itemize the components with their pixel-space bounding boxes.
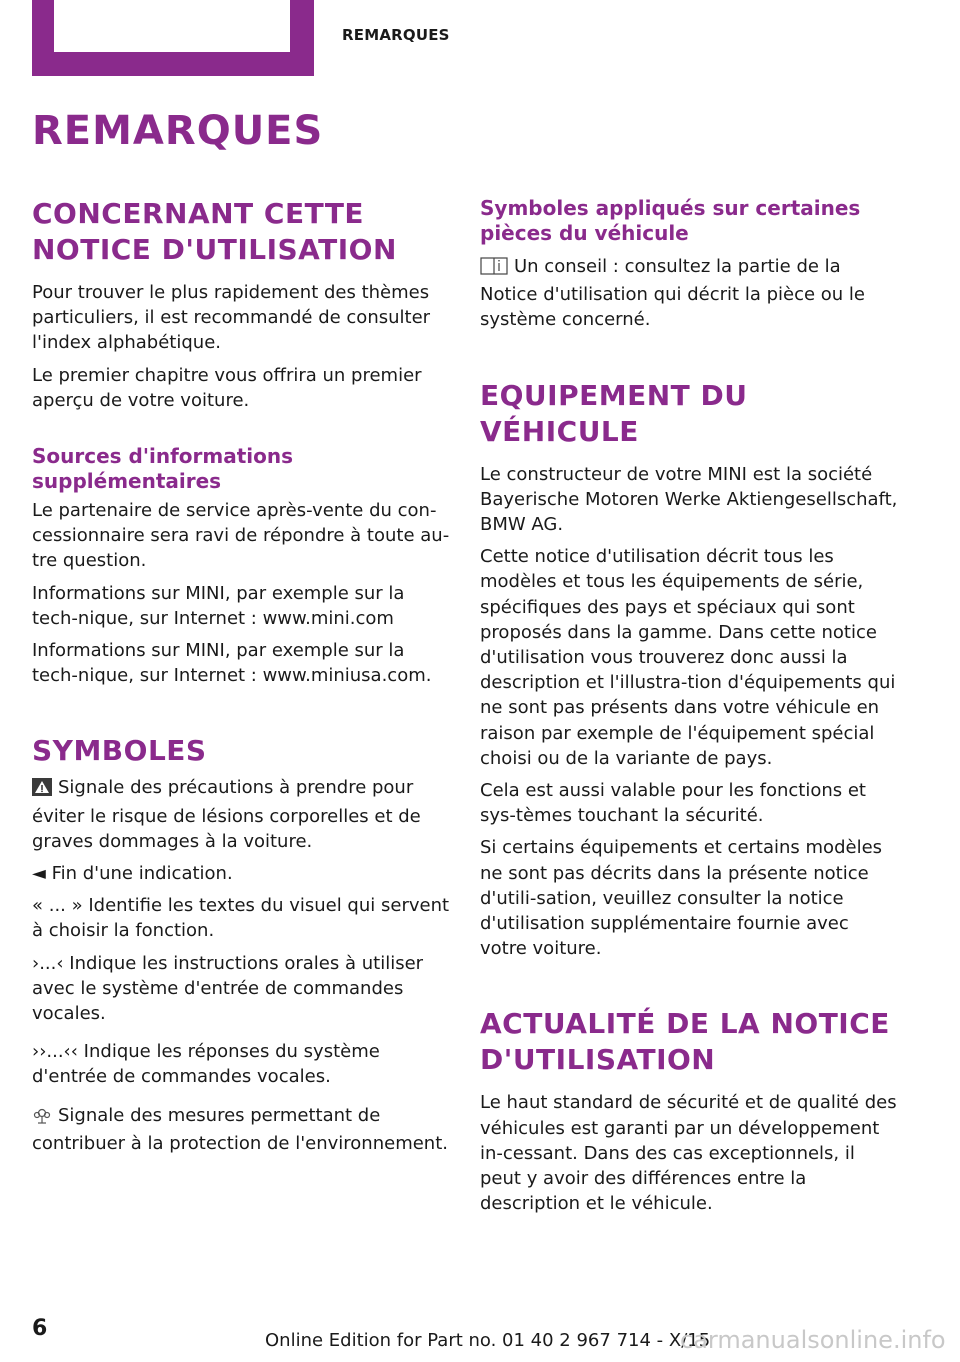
environment-paragraph: [32, 1103, 450, 1156]
paragraph: Informations sur MINI, par exemple sur la tech-nique, sur Internet : www.miniusa.com.: [32, 640, 432, 687]
environment-tree-icon: [32, 1106, 52, 1131]
paragraph: Informations sur MINI, par exemple sur la tech-nique, sur Internet : www.mini.com: [32, 582, 405, 629]
subsection-title-sources: Sources d'informations supplémentaires: [32, 444, 294, 494]
paragraph: ›...‹ Indique les instructions orales à utiliser avec le système d'entrée de commandes vocales.: [32, 952, 424, 1025]
section-title-equipement: EQUIPEMENT DU VÉHICULE: [480, 378, 748, 448]
paragraph: ◄ Fin d'une indication.: [32, 863, 233, 885]
manual-text: Un conseil : consultez la partie de la Notice d'utilisation qui décrit la pièce ou le système concerné.: [480, 256, 865, 331]
paragraph: ››...‹‹ Indique les réponses du système d'entrée de commandes vocales.: [32, 1041, 380, 1088]
paragraph: Cela est aussi valable pour les fonctions et sys-tèmes touchant la sécurité.: [480, 780, 866, 827]
subsection-title-symboles-pieces: Symboles appliqués sur certaines pièces du véhicule: [480, 196, 861, 245]
environment-text: Signale des mesures permettant de contribuer à la protection de l'environnement.: [32, 1104, 448, 1154]
manual-book-icon: [480, 257, 508, 282]
paragraph: Si certains équipements et certains modèles ne sont pas décrits dans la présente notice d'utili-sation, veuillez consulter la notice d'utilisation supplémentaire fournie avec votre voiture.: [480, 837, 883, 960]
paragraph: Le partenaire de service après-vente du con-cessionnaire sera ravi de répondre à toute au-tre question.: [32, 500, 450, 572]
running-title: REMARQUES: [342, 26, 450, 44]
manual-paragraph: [480, 254, 900, 333]
section-title-actualite: ACTUALITÉ DE LA NOTICE D'UTILISATION: [480, 1007, 890, 1077]
page-title: REMARQUES: [32, 108, 324, 154]
paragraph: Le haut standard de sécurité et de qualité des véhicules est garanti par un développement in-cessant. Dans des cas exceptionnels, il peut y avoir des différences entre la description et le véhicule.: [480, 1092, 897, 1215]
watermark: carmanualsonline.info: [680, 1326, 946, 1354]
warning-paragraph: [32, 775, 450, 854]
page-number: 6: [32, 1316, 48, 1341]
paragraph: Cette notice d'utilisation décrit tous les modèles et tous les équipements de série, spécifiques des pays et spéciaux qui sont proposés dans la gamme. Dans cette notice d'utilisation vous trouverez donc aussi la description et l'illustra-tion d'équipements qui ne sont pas présents dans votre véhicule en raison par exemple de l'équipement spécial choisi ou de la variante de pays.: [480, 546, 896, 769]
warning-text: Signale des précautions à prendre pour éviter le risque de lésions corporelles et de graves dommages à la voiture.: [32, 777, 421, 852]
section-title-notice: CONCERNANT CETTE NOTICE D'UTILISATION: [32, 197, 397, 266]
paragraph: Pour trouver le plus rapidement des thèmes particuliers, il est recommandé de consulter l'index alphabétique.: [32, 282, 431, 354]
chapter-tab-inner: [54, 0, 290, 52]
paragraph: Le premier chapitre vous offrira un premier aperçu de votre voiture.: [32, 364, 422, 411]
chapter-tab: [32, 0, 314, 76]
paragraph: Le constructeur de votre MINI est la société Bayerische Motoren Werke Aktiengesellschaft, BMW AG.: [480, 463, 898, 536]
right-column: [480, 196, 900, 1223]
edition-footer: Online Edition for Part no. 01 40 2 967 714 - X/15: [265, 1330, 711, 1351]
left-column: [32, 196, 450, 1163]
warning-triangle-icon: [32, 778, 52, 803]
paragraph: « ... » Identifie les textes du visuel qui servent à choisir la fonction.: [32, 895, 450, 942]
section-title-symboles: SYMBOLES: [32, 734, 207, 768]
